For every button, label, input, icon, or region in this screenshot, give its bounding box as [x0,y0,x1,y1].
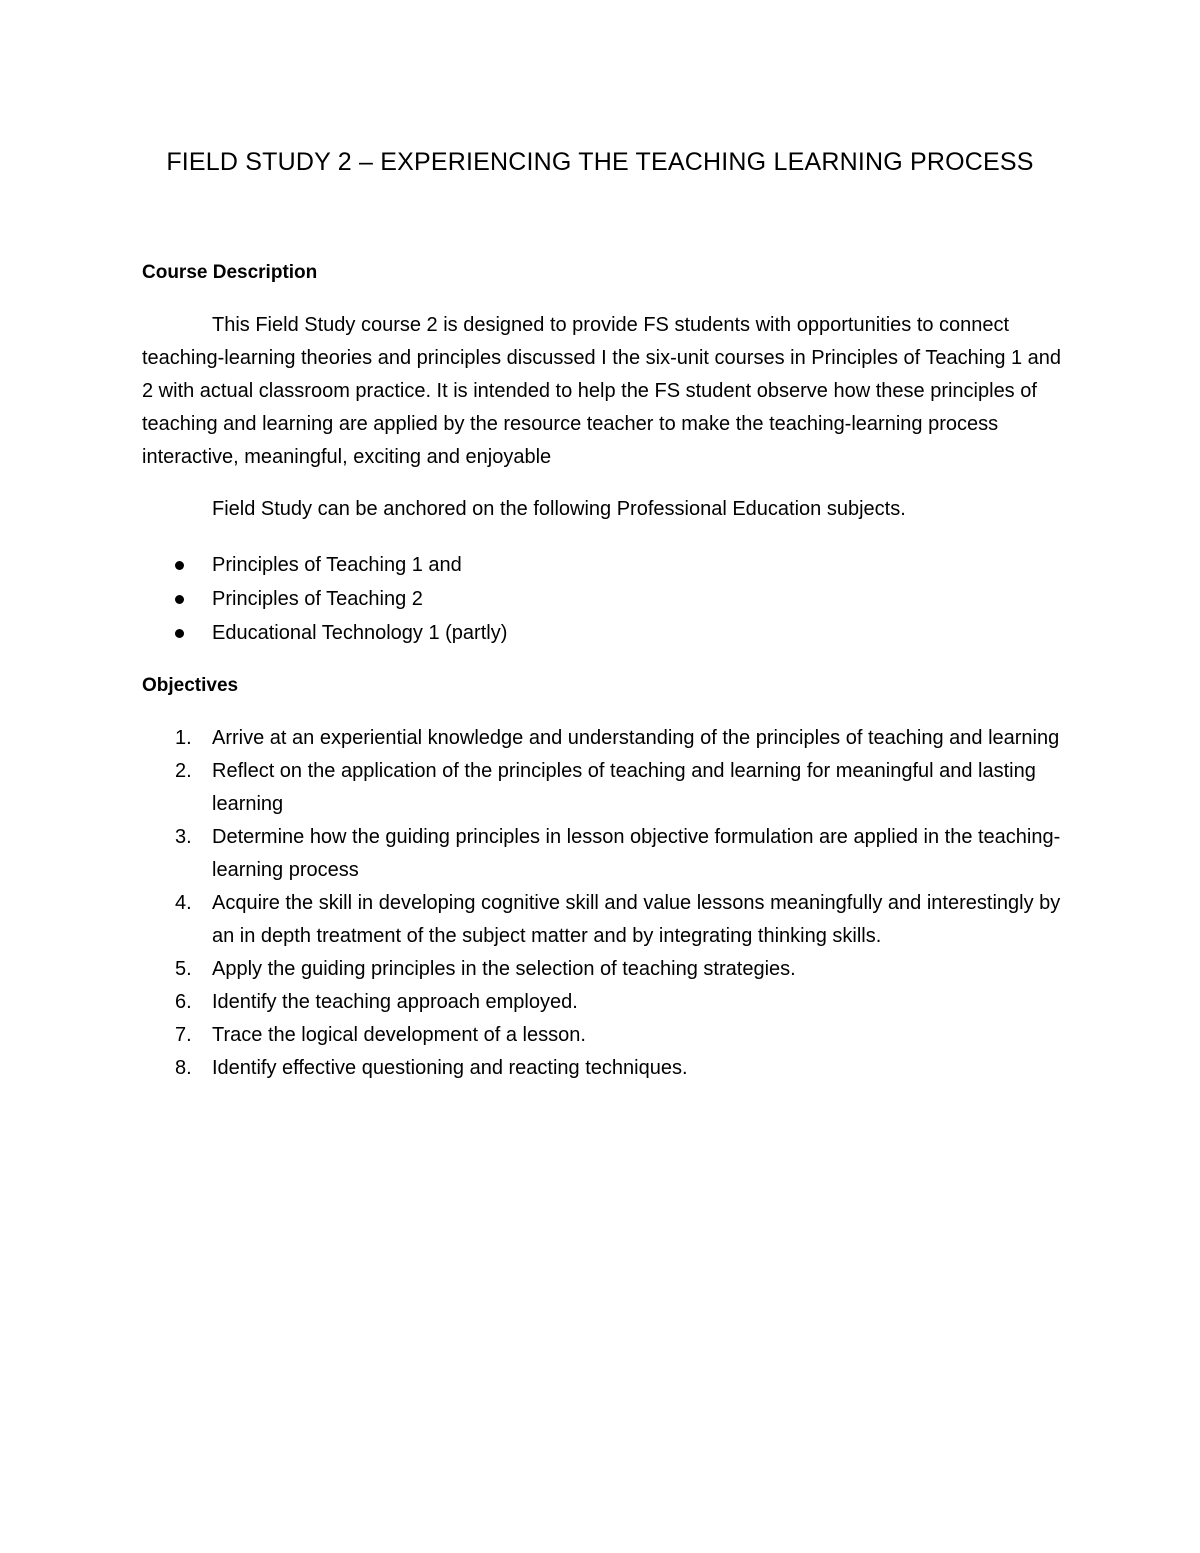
list-item [142,821,1072,887]
list-item [142,887,1072,953]
document-title: FIELD STUDY 2 – EXPERIENCING THE TEACHING LEARNING PROCESS [166,148,1034,176]
list-item [142,986,1072,1019]
objective-text: Apply the guiding principles in the selection of teaching strategies. [212,958,796,980]
objectives-heading: Objectives [142,675,239,696]
list-item [142,1019,1072,1052]
objective-text: Reflect on the application of the principles of teaching and learning for meaningful and lasting learning [212,760,1036,815]
anchor-sentence: Field Study can be anchored on the following Professional Education subjects. [212,498,906,520]
subject-label: Principles of Teaching 1 and [212,554,462,576]
bullet-icon [175,629,184,638]
bullet-icon [175,561,184,570]
list-item [142,1052,1072,1085]
objective-number: 5. [175,958,192,980]
objective-number: 4. [175,892,192,914]
objective-number: 8. [175,1057,192,1079]
course-description-heading: Course Description [142,262,318,283]
objective-number: 3. [175,826,192,848]
objective-text: Identify effective questioning and reacting techniques. [212,1057,688,1079]
objective-text: Identify the teaching approach employed. [212,991,578,1013]
objective-number: 2. [175,760,192,782]
objective-text: Acquire the skill in developing cognitive skill and value lessons meaningfully and interestingly by an in depth treatment of the subject matter and by integrating thinking skills. [212,892,1061,947]
objective-number: 1. [175,727,192,749]
bullet-icon [175,595,184,604]
objective-text: Determine how the guiding principles in lesson objective formulation are applied in the teaching-learning process [212,826,1061,881]
objective-text: Arrive at an experiential knowledge and understanding of the principles of teaching and learning [212,727,1060,749]
list-item [142,616,1072,650]
list-item [142,582,1072,616]
list-item [142,548,1072,582]
subjects-list [142,548,1072,650]
course-description-paragraph: This Field Study course 2 is designed to provide FS students with opportunities to connect teaching-learning theories and principles discussed I the six-unit courses in Principles of Teaching 1 and 2 with actual classroom practice. It is intended to help the FS student observe how these principles of teaching and learning are applied by the resource teacher to make the teaching-learning process interactive, meaningful, exciting and enjoyable [142,314,1062,468]
objective-number: 6. [175,991,192,1013]
list-item [142,755,1072,821]
objective-number: 7. [175,1024,192,1046]
objectives-list [142,722,1072,1085]
subject-label: Educational Technology 1 (partly) [212,622,508,644]
list-item [142,722,1072,755]
objective-text: Trace the logical development of a lesson. [212,1024,586,1046]
subject-label: Principles of Teaching 2 [212,588,423,610]
list-item [142,953,1072,986]
